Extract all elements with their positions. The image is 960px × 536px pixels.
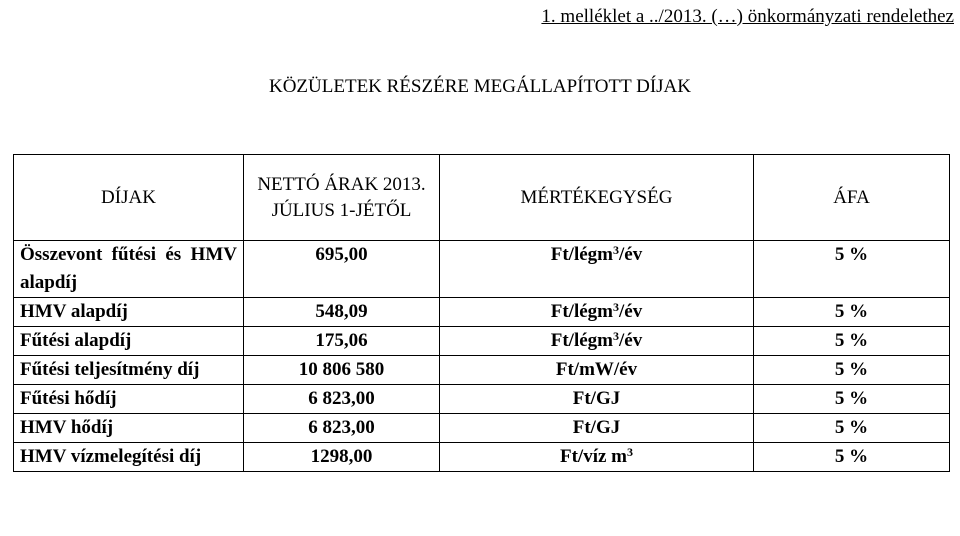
net-price: 548,09 <box>244 298 440 327</box>
unit-superscript: 3 <box>627 445 633 459</box>
unit <box>440 241 754 298</box>
unit <box>440 298 754 327</box>
fee-name: Fűtési alapdíj <box>14 327 244 356</box>
fee-name: Összevont fűtési és HMV alapdíj <box>14 241 244 298</box>
fee-name: HMV vízmelegítési díj <box>14 443 244 472</box>
net-price: 695,00 <box>244 241 440 298</box>
header-note: 1. melléklet a ../2013. (…) önkormányzati rendelethez <box>541 6 954 27</box>
vat-rate: 5 % <box>754 356 950 385</box>
unit-base: Ft/GJ <box>572 388 621 409</box>
vat-rate: 5 % <box>754 327 950 356</box>
vat-rate: 5 % <box>754 414 950 443</box>
net-price: 175,06 <box>244 327 440 356</box>
unit-base: Ft/GJ <box>572 417 621 438</box>
column-header-net-price: NETTÓ ÁRAK 2013. JÚLIUS 1-JÉTŐL <box>244 155 440 241</box>
net-price: 6 823,00 <box>244 414 440 443</box>
fee-name: Fűtési hődíj <box>14 385 244 414</box>
column-header-fee: DÍJAK <box>14 155 244 241</box>
unit-suffix: /év <box>619 301 643 322</box>
table-row <box>14 327 950 356</box>
unit-base: Ft/mW/év <box>555 359 638 380</box>
vat-rate: 5 % <box>754 241 950 298</box>
unit-suffix: /év <box>619 244 643 265</box>
net-price: 1298,00 <box>244 443 440 472</box>
unit <box>440 414 754 443</box>
table-row <box>14 298 950 327</box>
unit <box>440 385 754 414</box>
column-header-unit: MÉRTÉKEGYSÉG <box>440 155 754 241</box>
fee-name: Fűtési teljesítmény díj <box>14 356 244 385</box>
table-body <box>14 241 950 472</box>
unit <box>440 443 754 472</box>
unit <box>440 356 754 385</box>
table-row <box>14 356 950 385</box>
column-header-vat: ÁFA <box>754 155 950 241</box>
unit <box>440 327 754 356</box>
net-price: 10 806 580 <box>244 356 440 385</box>
unit-suffix: /év <box>619 330 643 351</box>
unit-base: Ft/légm <box>550 330 614 351</box>
net-price: 6 823,00 <box>244 385 440 414</box>
unit-base: Ft/légm <box>550 244 614 265</box>
unit-superscript: 3 <box>613 243 620 257</box>
table-row <box>14 241 950 298</box>
fees-table <box>13 154 950 472</box>
unit-superscript: 3 <box>613 300 620 314</box>
fee-name: HMV alapdíj <box>14 298 244 327</box>
table-row <box>14 414 950 443</box>
vat-rate: 5 % <box>754 298 950 327</box>
unit-base: Ft/víz m <box>559 446 627 467</box>
vat-rate: 5 % <box>754 443 950 472</box>
page-title: KÖZÜLETEK RÉSZÉRE MEGÁLLAPÍTOTT DÍJAK <box>268 76 691 97</box>
fee-name: HMV hődíj <box>14 414 244 443</box>
table-row <box>14 443 950 472</box>
table-row <box>14 385 950 414</box>
unit-base: Ft/légm <box>550 301 614 322</box>
table-header-row <box>14 155 950 241</box>
unit-superscript: 3 <box>613 329 620 343</box>
vat-rate: 5 % <box>754 385 950 414</box>
